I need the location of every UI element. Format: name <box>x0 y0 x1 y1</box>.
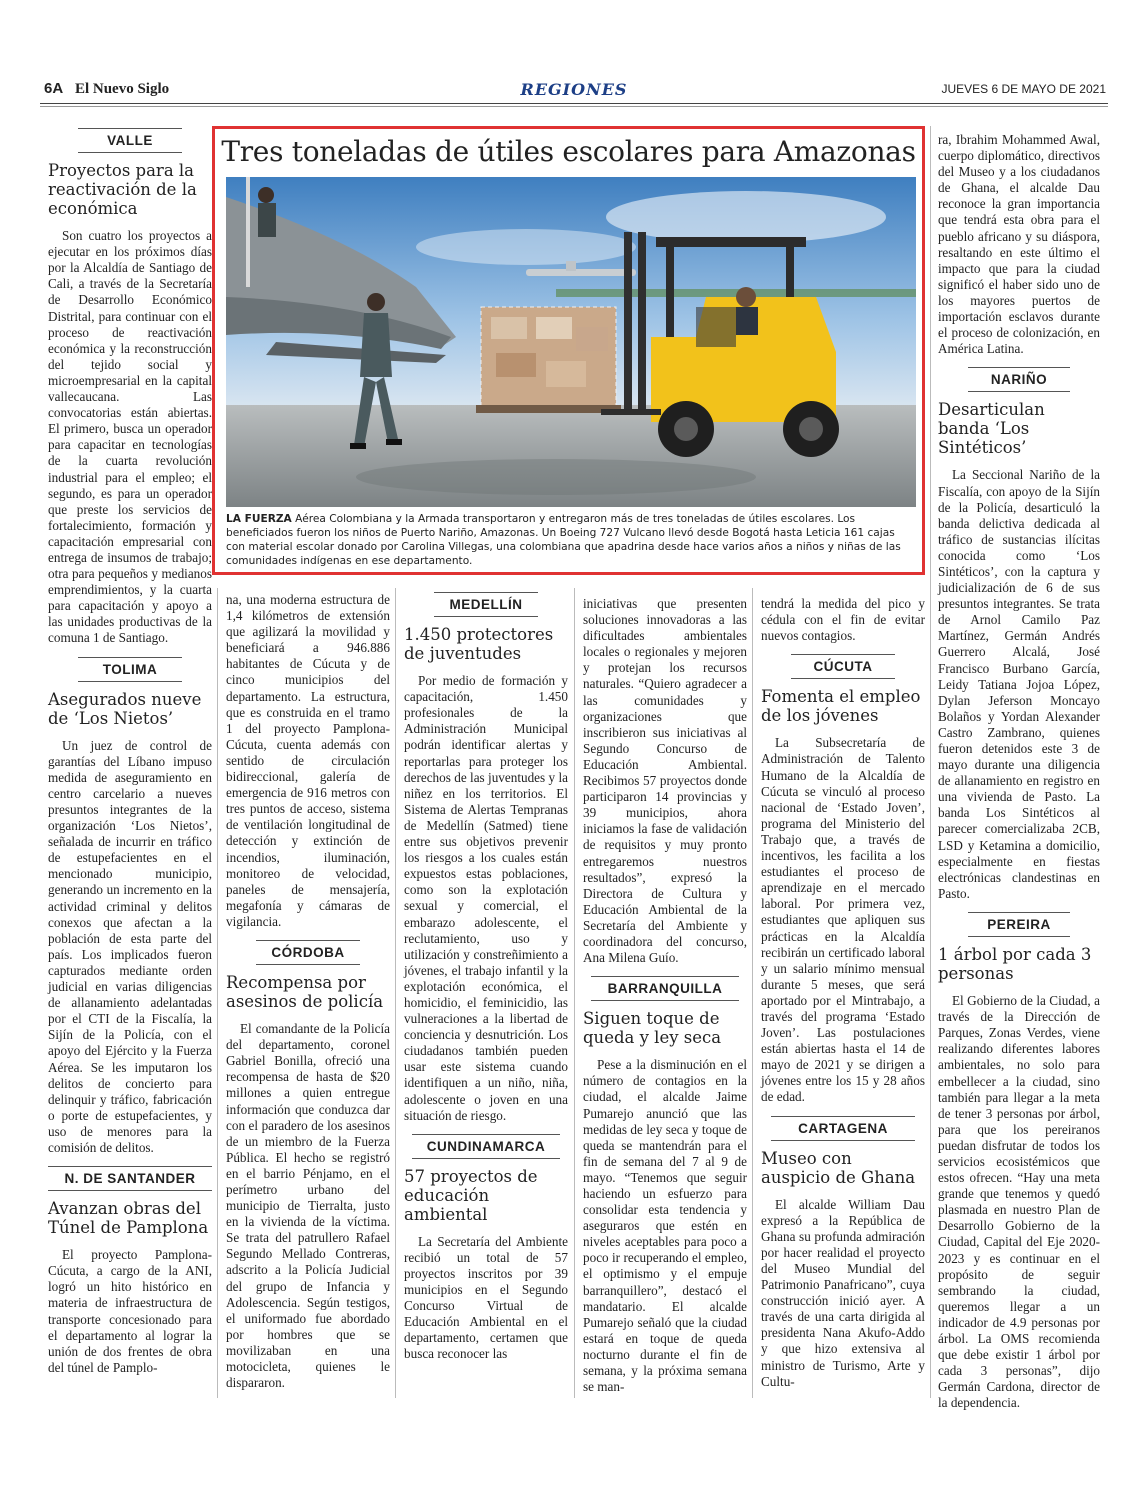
masthead-rule-thin <box>40 106 1108 107</box>
column-divider <box>752 588 753 1398</box>
article-cucuta: La Subsecretaría de Administración de Talento Humano de la Alcaldía de Cúcuta se vinculó al proceso nacional de ‘Estado Joven’, programa del Ministerio del Trabajo que, a través de incentivos, les facilita a los estudiantes el proceso de aprendizaje en el mercado laboral. Por primera vez, estudiantes que apliquen sus prácticas en la Alcaldía recibirán un certificado laboral y un salario mínimo mensual durante 5 meses, que será aportado por el Mintrabajo, a través del programa ‘Estado Joven’. Las postulaciones están abiertas hasta el 14 de mayo de 2021 y se dirigen a jóvenes entre los 15 y 28 años de edad. <box>761 735 925 1105</box>
column-4 <box>583 596 747 1395</box>
masthead-left <box>44 80 169 98</box>
section-medellin: MEDELLÍN <box>434 592 538 617</box>
headline-valle: Proyectos para la reactivación de la económica <box>48 161 197 219</box>
column-1 <box>48 128 212 1376</box>
section-pereira: PEREIRA <box>968 912 1070 937</box>
article-barranquilla-cont: tendrá la medida del pico y cédula con el fin de evitar nuevos contagios. <box>761 596 925 644</box>
article-pereira: El Gobierno de la Ciudad, a través de la Dirección de Parques, Zonas Verdes, viene realizando diferentes labores ambientales, no solo para embellecer a la ciudad, sino también para llegar a la meta de tener 3 personas por árbol, para que los pereiranos puedan disfrutar de todos los servicios ecosistémicos que estos ofrecen. “Hay una meta grande que tenemos y quedó plasmada en nuestro Plan de Desarrollo Gobierno de la Ciudad, Capital del Eje 2020-2023 y es continuar en el propósito de seguir sembrando la ciudad, queremos llegar a un indicador de 4.9 personas por árbol. La OMS recomienda que debe existir 1 árbol por cada 3 personas”, dijo Germán Cardona, director de la dependencia. <box>938 993 1100 1411</box>
section-cartagena: CARTAGENA <box>771 1116 915 1141</box>
section-cucuta: CÚCUTA <box>791 654 895 679</box>
column-5 <box>761 596 925 1390</box>
feature-photo <box>226 177 916 507</box>
column-divider <box>217 588 218 1398</box>
article-tolima: Un juez de control de garantías del Líbano impuso medida de aseguramiento en centro carcelario a nueves presuntos integrantes de la organización ‘Los Nietos’, señalada de incurrir en tráfico de estupefacientes en el mencionado municipio, generando un incremento en la actividad criminal y delitos conexos que afectan a la población de esta parte del país. Los implicados fueron capturados mediante orden judicial en varias diligencias de allanamiento adelantadas por el CTI de la Fiscalía, la Sijín de la Policía, con el apoyo del Ejército y la Fuerza Aérea. Se les imputaron los delitos de concierto para delinquir y tráfico, fabricación o porte de estupefacientes, y uso de menores para la comisión de delitos. <box>48 737 212 1155</box>
column-6 <box>938 132 1100 1411</box>
article-cartagena-cont: ra, Ibrahim Mohammed Awal, cuerpo diplomático, directivos del Museo y a los ciudadanos de Ghana, el alcalde Dau reconoce la gran importancia que tendrá esta obra para el pueblo africano y su diáspora, resaltando en este último el impacto que para la ciudad significó el haber sido uno de los mayores puertos de importación esclavos durante el proceso de colonización, en América Latina. <box>938 132 1100 357</box>
masthead-rule <box>40 103 1108 104</box>
feature-headline: Tres toneladas de útiles escolares para Amazonas <box>221 135 916 168</box>
section-santander: N. DE SANTANDER <box>48 1166 212 1191</box>
headline-medellin: 1.450 protectores de juventudes <box>404 625 554 664</box>
column-3 <box>404 592 568 1363</box>
airport-forklift-illustration <box>226 177 916 507</box>
section-narino: NARIÑO <box>968 367 1070 392</box>
article-cartagena: El alcalde William Dau expresó a la República de Ghana su profunda admiración por hacer realidad el proyecto del Museo Mundial del Patrimonio Panafricano”, cuya construcción inició ayer. A través de una carta dirigida al presidenta Nana Akufo-Addo y que hizo extensiva al ministro de Turismo, Arte y Cultu- <box>761 1196 925 1389</box>
column-2 <box>226 592 390 1391</box>
headline-santander: Avanzan obras del Túnel de Pamplona <box>48 1199 209 1238</box>
article-cordoba: El comandante de la Policía del departamento, coronel Gabriel Bonilla, ofreció una recompensa de hasta de $20 millones a quien entregue información que conduzca dar con el paradero de los asesinos de un miembro de la Fuerza Pública. El hecho se registró en el barrio Pénjamo, en el perímetro urbano del municipio de Tierralta, justo en la vivienda de la víctima. Se trata del patrullero Rafael Segundo Mellado Contreras, adscrito a la Policía Judicial del grupo de Infancia y Adolescencia. Según testigos, el uniformado fue abordado por hombres que se movilizaban en una motocicleta, quienes le dispararon. <box>226 1021 390 1391</box>
newspaper-name: El Nuevo Siglo <box>74 81 170 97</box>
section-title: REGIONES <box>520 80 628 99</box>
article-medellin: Por medio de formación y capacitación, 1.450 profesionales de la Administración Municipal podrán identificar alertas y reportarlas para proteger los derechos de las juventudes y la niñez en los territorios. El Sistema de Alertas Tempranas de Medellín (Satmed) tiene entre sus objetivos prevenir los riesgos a los cuales están expuestos estas poblaciones, como son la explotación sexual y comercial, el embarazo adolescente, el reclutamiento, uso y utilización y constreñimiento a jóvenes, el trabajo infantil y la explotación económica, el homicidio, el feminicidio, las vulneraciones a la libertad de conciencia y desnutrición. Los ciudadanos también pueden usar este sistema cuando identifiquen a un niño, niña, adolescente o joven en una situación de riesgo. <box>404 673 568 1123</box>
article-santander-cont: na, una moderna estructura de 1,4 kilómetros de extensión que agilizará la movilidad y beneficiará a 946.886 habitantes de Cúcuta y de cinco municipios del departamento. La estructura, que es construida en el tramo 1 del proyecto Pamplona-Cúcuta, cuenta además con sentido de circulación bidireccional, galería de emergencia de 916 metros con tres puntos de acceso, sistema de ventilación longitudinal de detección y extinción de incendios, iluminación, monitoreo de velocidad, paneles de mensajería, megafonía y cámaras de vigilancia. <box>226 592 390 929</box>
photo-caption <box>226 512 914 568</box>
article-santander: El proyecto Pamplona-Cúcuta, a cargo de la ANI, logró un hito histórico en materia de infraestructura de transporte concesionado para el departamento al lograr la unión de dos frentes de obra del túnel de Pamplo- <box>48 1247 212 1375</box>
headline-cucuta: Fomenta el empleo de los jóvenes <box>761 687 921 726</box>
section-barranquilla: BARRANQUILLA <box>591 976 739 1001</box>
column-divider <box>395 588 396 1398</box>
article-cundinamarca-cont: iniciativas que presenten soluciones innovadoras a las dificultades ambientales locales o regionales y mejoren y protejan los recursos naturales. “Quiero agradecer a las comunidades y organizaciones que inscribieron sus iniciativas al Segundo Concurso de Educación Ambiental. Recibimos 57 proyectos donde participaron 14 provincias y 39 municipios, ahora iniciamos la fase de validación de requisitos y muy pronto entregaremos nuestros resultados”, expresó la Directora de Cultura y Educación Ambiental de la Secretaría del Ambiente y coordinadora del concurso, Ana Milena Guío. <box>583 596 747 966</box>
section-tolima: TOLIMA <box>78 657 182 682</box>
article-cundinamarca: La Secretaría del Ambiente recibió un total de 57 proyectos inscritos por 39 municipios en el Segundo Concurso Virtual de Educación Ambiental en el departamento, certamen que busca reconocer las <box>404 1233 568 1362</box>
headline-cartagena: Museo con auspicio de Ghana <box>761 1148 916 1187</box>
page-number: 6A <box>44 80 64 97</box>
section-cordoba: CÓRDOBA <box>256 940 360 965</box>
article-barranquilla: Pese a la disminución en el número de contagios en la ciudad, el alcalde Jaime Pumarejo anunció que las medidas de ley seca y toque de queda se mantendrán para el fin de semana del 7 al 9 de mayo. “Tenemos que seguir haciendo un esfuerzo para consolidar esta tendencia y aseguraros que estén en niveles aceptables para poco a poco ir recuperando el empleo, el optimismo y el empuje barranquillero”, destacó el mandatario. El alcalde Pumarejo señaló que la ciudad estará en toque de queda nocturno durante el fin de semana, y la próxima semana se man- <box>583 1057 747 1395</box>
section-cundinamarca: CUNDINAMARCA <box>412 1134 560 1159</box>
article-narino: La Seccional Nariño de la Fiscalía, con apoyo de la Sijín de la Policía, desarticuló la banda delictiva dedicada al tráfico de sustancias ilícitas conocida como ‘Los Sintéticos’, con la captura y judicialización de 6 de sus presuntos integrantes. Se trata de Arnol Camilo Paz Martínez, Germán Andrés Guerrero Alcalá, José Francisco Burbano García, Leidy Tatiana Jojoa López, Dylan Jeferson Moncayo Bolaños y Yordan Alexander Castro Zambrano, quienes fueron detenidos este 3 de mayo durante una diligencia de allanamiento en registro en una vivienda de Pasto. La banda Los Sintéticos al parecer comercializaba 2CB, LSD y Ketamina a domicilio, especialmente en fiestas electrónicas clandestinas en Pasto. <box>938 467 1100 901</box>
headline-cundinamarca: 57 proyectos de educación ambiental <box>404 1166 538 1224</box>
headline-narino: Desarticulan banda ‘Los Sintéticos’ <box>938 400 1045 458</box>
headline-barranquilla: Siguen toque de queda y ley seca <box>583 1009 722 1048</box>
caption-text: Aérea Colombiana y la Armada transportaron y entregaron más de tres toneladas de útiles escolares. Los beneficiados fueron los niños de Puerto Nariño, Amazonas. Un Boeing 727 Vulcano llevó desde Bogotá hasta Leticia 161 cajas con material escolar donado por Carolina Villegas, una colombiana que apadrina desde hace varios años a niños y niñas de las comunidades indígenas en ese departamento. <box>226 513 901 567</box>
headline-tolima: Asegurados nueve de ‘Los Nietos’ <box>48 689 202 728</box>
column-divider <box>930 126 931 1398</box>
article-valle: Son cuatro los proyectos a ejecutar en los próximos días por la Alcaldía de Santiago de Cali, a través de la Secretaría de Desarrollo Económico Distrital, para continuar con el proceso de reactivación económica y la reconstrucción del tejido social y microempresarial en la capital vallecaucana. Las convocatorias están abiertas. El primero, busca un operador para capacitar en tecnologías de la cuarta revolución industrial para el empleo; el segundo, es para un operador que preste los servicios de fortalecimiento, formación y capacitación empresarial con entrega de insumos de trabajo; otra para pequeños y medianos emprendimientos, y la cuarta para capacitación y apoyo a las unidades productivas de la comuna 1 de Santiago. <box>48 228 212 646</box>
headline-cordoba: Recompensa por asesinos de policía <box>226 973 384 1012</box>
headline-pereira: 1 árbol por cada 3 personas <box>938 945 1092 984</box>
caption-lead: LA FUERZA <box>226 513 292 525</box>
column-divider <box>574 588 575 1398</box>
issue-date: JUEVES 6 DE MAYO DE 2021 <box>941 82 1106 96</box>
section-valle: VALLE <box>78 128 182 153</box>
